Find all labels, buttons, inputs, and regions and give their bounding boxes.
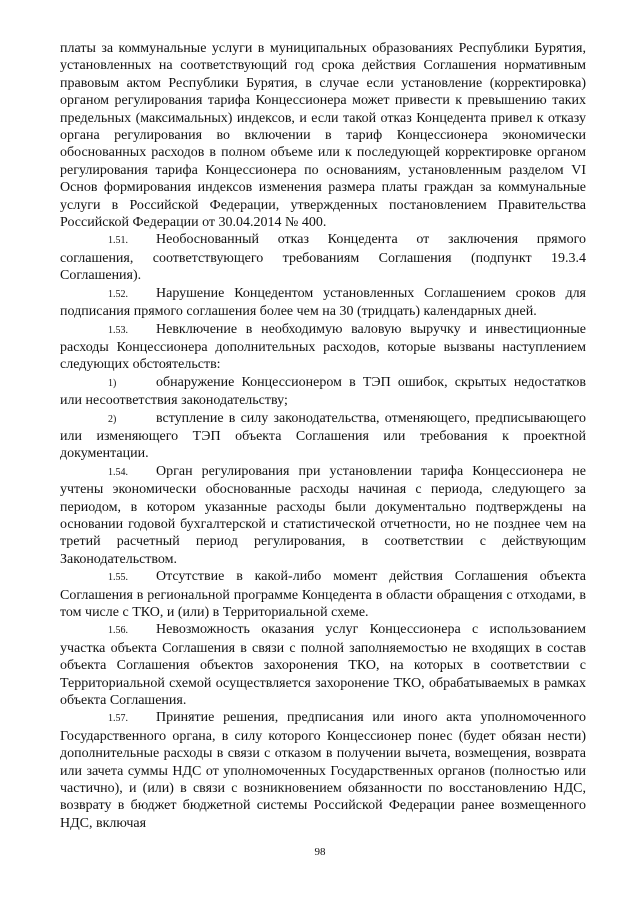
clause-1-51 — [60, 231, 586, 284]
paragraph-text: платы за коммунальные услуги в муниципальных образованиях Республики Бурятия, установленных на соответствующий год срока действия Соглашения нормативным правовым актом Республики Бурятия, в случае если установление (корректировка) органом регулирования тарифа Концессионера может привести к превышению таких предельных (максимальных) индексов, и если такой отказ Концедента привел к отказу органа регулирования во включении в тариф Концессионера экономически обоснованных расходов в полном объеме или к последующей корректировке органом регулирования тарифа Концессионера по основаниям, установленным разделом VI Основ формирования индексов изменения размера платы граждан за коммунальные услуги в Российской Федерации, утвержденных постановлением Правительства Российской Федерации от 30.04.2014 № 400. — [60, 41, 586, 231]
clause-text: Нарушение Концедентом установленных Соглашением сроков для подписания прямого соглашения более чем на 30 (тридцать) календарных дней. — [60, 285, 586, 320]
clause-text: Невключение в необходимую валовую выручку и инвестиционные расходы Концессионера дополнительных расходов, которые вызваны наступлением следующих обстоятельств: — [60, 321, 586, 373]
clause-text: Отсутствие в какой-либо момент действия Соглашения объекта Соглашения в региональной программе Концедента в области обращения с отходами, в том числе с ТКО, и (или) в Территориальной схеме. — [60, 569, 586, 620]
clause-number: 1.57. — [108, 713, 128, 725]
subclause-2 — [60, 410, 586, 463]
clause-text: Необоснованный отказ Концедента от заключения прямого соглашения, соответствующего требованиям Соглашения (подпункт 19.3.4 Соглашения). — [60, 232, 586, 284]
clause-1-55 — [60, 568, 586, 621]
clause-1-53 — [60, 321, 586, 374]
clause-text: Орган регулирования при установлении тарифа Концессионера не учтены экономически обоснованные расходы начиная с периода, следующего за периодом, в котором указанные расходы были документально подтверждены на основании годовой бухгалтерской и статистической отчетности, но не позднее чем на третий расчетный период регулирования, в соответствии с действующим Законодательством. — [60, 463, 586, 567]
clause-text: Принятие решения, предписания или иного акта уполномоченного Государственного органа, в силу которого Концессионер понес (будет обязан нести) дополнительные расходы в связи с отказом в получении вычета, возмещения, возврата или зачета суммы НДС от уполномоченных Государственных органов (полностью или частично), и (или) в связи с возникновением обязанности по восстановлению НДС, возврату в бюджет бюджетной системы Российской Федерации ранее возмещенного НДС, включая — [60, 710, 586, 831]
clause-1-56 — [60, 621, 586, 709]
clause-1-52 — [60, 285, 586, 321]
clause-number: 1.55. — [108, 572, 128, 584]
clause-1-57 — [60, 709, 586, 832]
clause-text: Невозможность оказания услуг Концессионера с использованием участка объекта Соглашения в связи с полной заполняемостью не входящих в состав объекта Соглашения объектов захоронения ТКО, на которых в соответствии с Территориальной схемой осуществляется захоронение ТКО, обрабатываемых в рамках объекта Соглашения. — [60, 622, 586, 709]
clause-number: 1.52. — [108, 288, 128, 300]
subclause-number: 1) — [108, 377, 117, 389]
clause-number: 1.53. — [108, 324, 128, 336]
clause-number: 1.51. — [108, 235, 128, 247]
clause-number: 1.56. — [108, 625, 128, 637]
page-number: 98 — [314, 846, 326, 858]
paragraph-continuation — [60, 40, 586, 231]
clause-1-54 — [60, 463, 586, 568]
subclause-text: вступление в силу законодательства, отменяющего, предписывающего или изменяющего ТЭП объекта Соглашения или требования к проектной документации. — [60, 410, 586, 462]
subclause-1 — [60, 374, 586, 410]
body-text — [60, 40, 586, 832]
subclause-number: 2) — [108, 413, 117, 425]
clause-number: 1.54. — [108, 466, 128, 478]
subclause-text: обнаружение Концессионером в ТЭП ошибок, скрытых недостатков или несоответствия законодательству; — [60, 374, 586, 409]
